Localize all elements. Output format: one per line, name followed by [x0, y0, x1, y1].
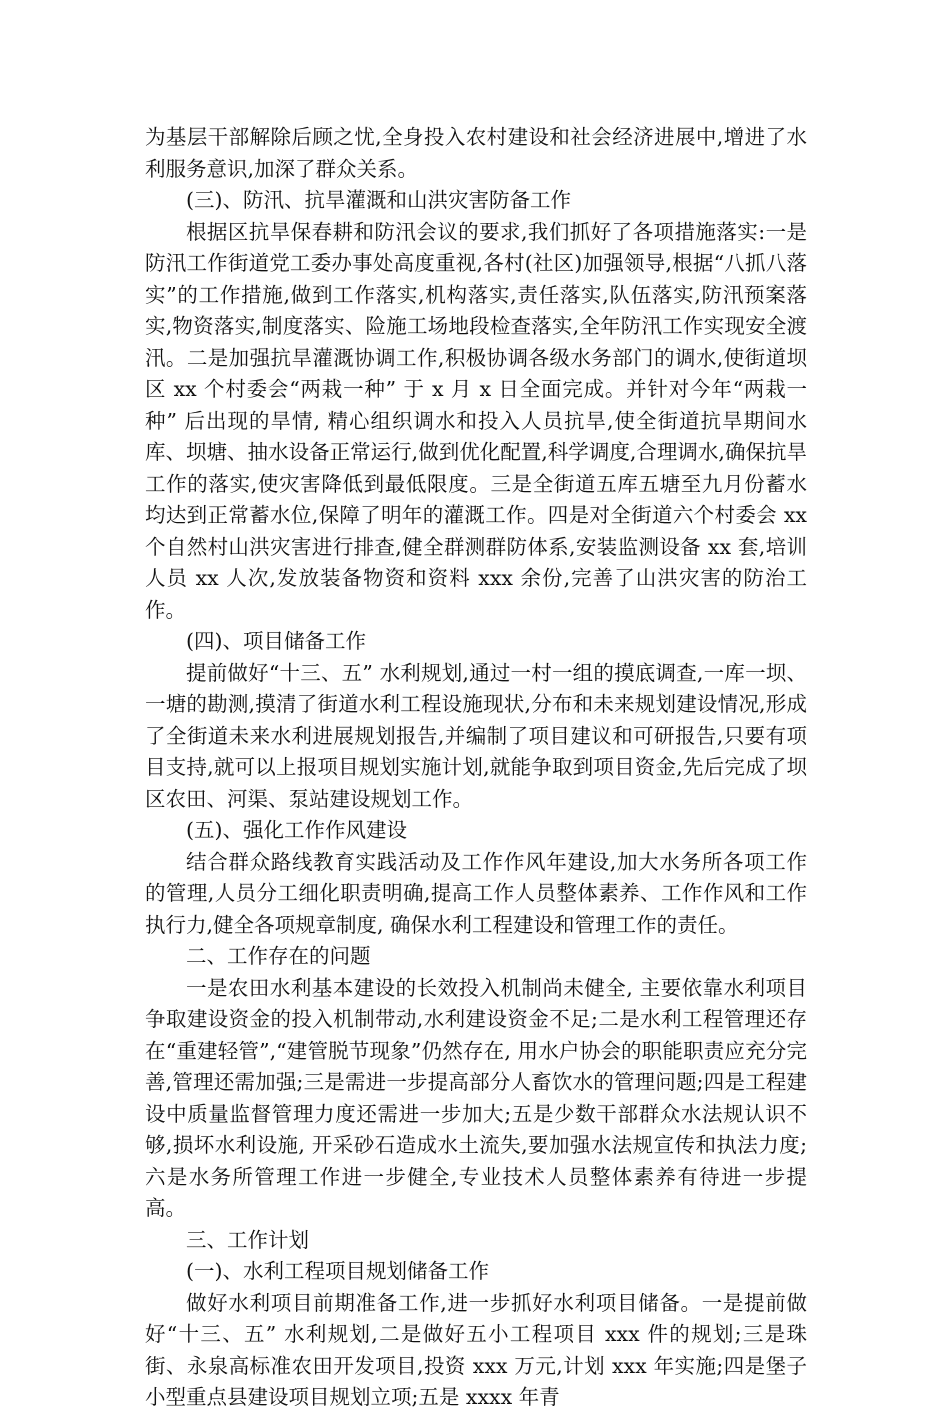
paragraph-continuation: 为基层干部解除后顾之忧,全身投入农村建设和社会经济进展中,增进了水利服务意识,加深了群众关系。	[145, 125, 807, 181]
section-heading-work-plan: 三、工作计划	[186, 1227, 309, 1252]
paragraph-flood-drought: 根据区抗旱保春耕和防汛会议的要求,我们抓好了各项措施落实:一是防汛工作街道党工委办事处高度重视,各村(社区)加强领导,根据“八抓八落实”的工作措施,做到工作落实,机构落实,责任落实,队伍落实,防汛预案落实,物资落实,制度落实、险施工场地段检查落实,全年防汛工作实现安全渡汛。二是加强抗旱灌溉协调工作,积极协调各级水务部门的调水,使街道坝区 xx 个村委会“两栽一种” 于 x 月 x 日全面完成。并针对今年“两栽一种” 后出现的旱情, 精心组织调水和投入人员抗旱,使全街道抗旱期间水库、坝塘、抽水设备正常运行,做到优化配置,科学调度,合理调水,确保抗旱工作的落实,使灾害降低到最低限度。三是全街道五库五塘至九月份蓄水均达到正常蓄水位,保障了明年的灌溉工作。四是对全街道六个村委会 xx 个自然村山洪灾害进行排查,健全群测群防体系,安装监测设备 xx 套,培训人员 xx 人次,发放装备物资和资料 xxx 余份,完善了山洪灾害的防治工作。	[145, 219, 807, 622]
paragraph-planning-reserve: 做好水利项目前期准备工作,进一步抓好水利项目储备。一是提前做好“十三、五” 水利规划,二是做好五小工程项目 xxx 件的规划;三是珠街、永泉高标准农田开发项目,投资 xxx 万元,计划 xxx 年实施;四是堡子小型重点县建设项目规划立项;五是 xxxx 年青	[145, 1290, 807, 1409]
paragraph-problems: 一是农田水利基本建设的长效投入机制尚未健全, 主要依靠水利项目争取建设资金的投入机制带动,水利建设资金不足;二是水利工程管理还存在“重建轻管”,“建管脱节现象”仍然存在, 用水户协会的职能职责应充分完善,管理还需加强;三是需进一步提高部分人畜饮水的管理问题;四是工程建设中质量监督管理力度还需进一步加大;五是少数干部群众水法规认识不够,损坏水利设施, 开采砂石造成水土流失,要加强水法规宣传和执法力度;六是水务所管理工作进一步健全,专业技术人员整体素养有待进一步提高。	[145, 975, 807, 1220]
section-heading-work-style: (五)、强化工作作风建设	[186, 818, 407, 842]
paragraph-work-style: 结合群众路线教育实践活动及工作作风年建设,加大水务所各项工作的管理,人员分工细化职责明确,提高工作人员整体素养、工作作风和工作执行力,健全各项规章制度, 确保水利工程建设和管理工作的责任。	[145, 849, 807, 937]
section-heading-problems: 二、工作存在的问题	[186, 944, 371, 968]
paragraph-project-reserve: 提前做好“十三、五” 水利规划,通过一村一组的摸底调查,一库一坝、一塘的勘测,摸清了街道水利工程设施现状,分布和未来规划建设情况,形成了全街道未来水利进展规划报告,并编制了项目建议和可研报告,只要有项目支持,就可以上报项目规划实施计划,就能争取到项目资金,先后完成了坝区农田、河渠、泵站建设规划工作。	[145, 660, 807, 811]
section-heading-planning-reserve: (一)、水利工程项目规划储备工作	[186, 1259, 489, 1283]
document-page	[145, 122, 807, 1414]
section-heading-flood-drought: (三)、防汛、抗旱灌溉和山洪灾害防备工作	[186, 188, 571, 212]
section-heading-project-reserve: (四)、项目储备工作	[186, 629, 366, 653]
